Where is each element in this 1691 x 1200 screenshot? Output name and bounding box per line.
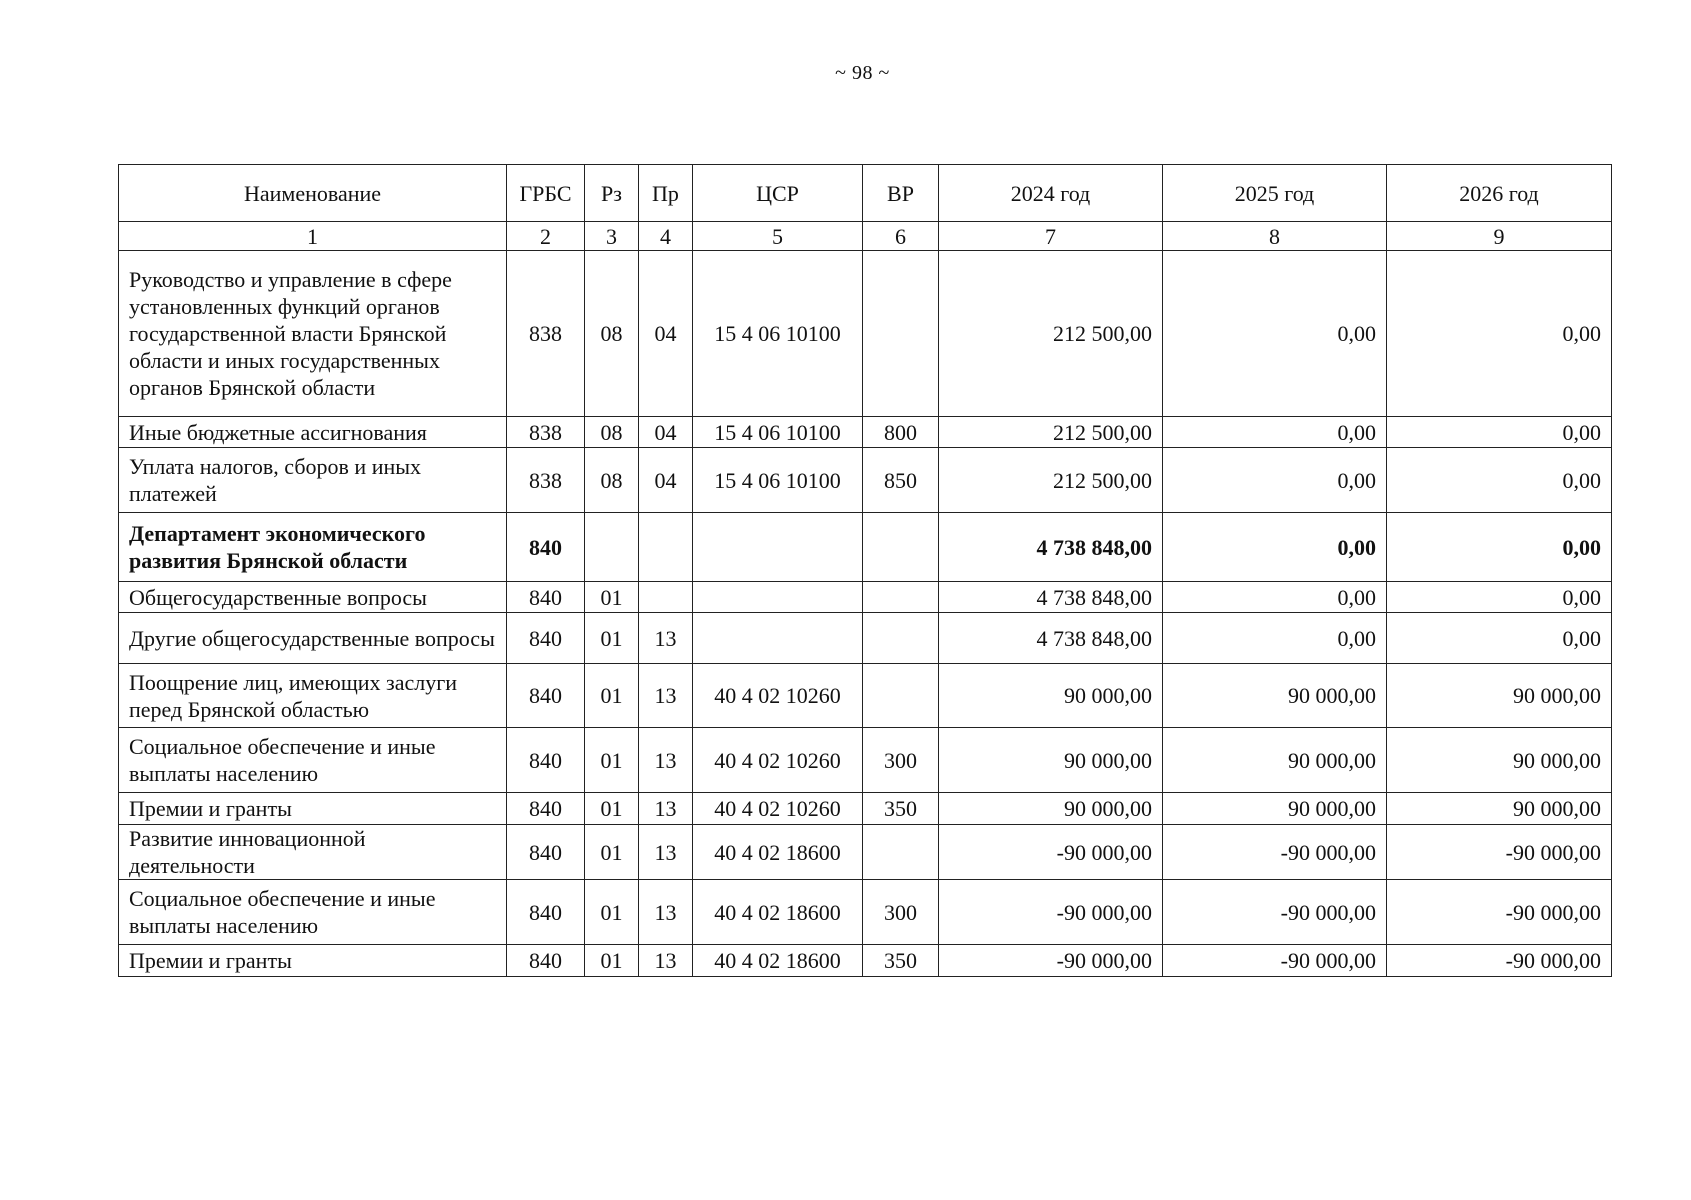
row-2025: 0,00 <box>1163 582 1387 613</box>
row-2026: -90 000,00 <box>1387 945 1612 977</box>
table-row <box>119 251 1612 417</box>
row-2026: 90 000,00 <box>1387 793 1612 825</box>
row-2024: 90 000,00 <box>939 728 1163 793</box>
header-vr: ВР <box>863 165 939 222</box>
row-csr <box>693 513 863 582</box>
row-csr: 15 4 06 10100 <box>693 251 863 417</box>
row-rz: 01 <box>585 664 639 728</box>
column-numbers-row <box>119 222 1612 251</box>
column-number: 4 <box>639 222 693 251</box>
row-pr: 13 <box>639 880 693 945</box>
row-grbs: 840 <box>507 793 585 825</box>
row-vr <box>863 251 939 417</box>
row-grbs: 838 <box>507 251 585 417</box>
row-2025: 0,00 <box>1163 513 1387 582</box>
row-name: Социальное обеспечение и иные выплаты населению <box>119 880 507 945</box>
row-grbs: 840 <box>507 513 585 582</box>
row-name: Премии и гранты <box>119 945 507 977</box>
row-rz: 01 <box>585 728 639 793</box>
row-vr <box>863 513 939 582</box>
column-number: 1 <box>119 222 507 251</box>
row-vr <box>863 825 939 880</box>
row-2024: 4 738 848,00 <box>939 513 1163 582</box>
row-rz: 01 <box>585 825 639 880</box>
table-row <box>119 417 1612 448</box>
row-2024: -90 000,00 <box>939 945 1163 977</box>
row-name: Уплата налогов, сборов и иных платежей <box>119 448 507 513</box>
row-2026: 90 000,00 <box>1387 664 1612 728</box>
row-2025: -90 000,00 <box>1163 825 1387 880</box>
row-2025: 0,00 <box>1163 448 1387 513</box>
row-2026: -90 000,00 <box>1387 825 1612 880</box>
row-2025: 90 000,00 <box>1163 664 1387 728</box>
header-pr: Пр <box>639 165 693 222</box>
header-grbs: ГРБС <box>507 165 585 222</box>
row-2024: -90 000,00 <box>939 880 1163 945</box>
row-2026: 0,00 <box>1387 417 1612 448</box>
header-rz: Рз <box>585 165 639 222</box>
row-rz: 08 <box>585 251 639 417</box>
table-row <box>119 448 1612 513</box>
row-2025: -90 000,00 <box>1163 945 1387 977</box>
row-rz: 01 <box>585 945 639 977</box>
row-2025: -90 000,00 <box>1163 880 1387 945</box>
row-rz <box>585 513 639 582</box>
row-2026: 0,00 <box>1387 251 1612 417</box>
row-vr <box>863 664 939 728</box>
row-grbs: 840 <box>507 945 585 977</box>
row-2025: 0,00 <box>1163 417 1387 448</box>
row-rz: 08 <box>585 448 639 513</box>
row-csr: 40 4 02 10260 <box>693 793 863 825</box>
row-2025: 0,00 <box>1163 613 1387 664</box>
row-vr <box>863 582 939 613</box>
row-pr: 04 <box>639 251 693 417</box>
table-row <box>119 793 1612 825</box>
row-2026: 90 000,00 <box>1387 728 1612 793</box>
row-2024: 212 500,00 <box>939 448 1163 513</box>
row-grbs: 840 <box>507 664 585 728</box>
row-pr <box>639 513 693 582</box>
row-name: Руководство и управление в сфере установленных функций органов государственной власти Брянской области и иных государственных органов Брянской области <box>119 251 507 417</box>
table-row <box>119 664 1612 728</box>
row-2024: 212 500,00 <box>939 417 1163 448</box>
row-csr: 40 4 02 18600 <box>693 825 863 880</box>
row-name: Другие общегосударственные вопросы <box>119 613 507 664</box>
row-grbs: 838 <box>507 448 585 513</box>
header-2026: 2026 год <box>1387 165 1612 222</box>
row-2025: 0,00 <box>1163 251 1387 417</box>
row-pr: 13 <box>639 793 693 825</box>
header-2025: 2025 год <box>1163 165 1387 222</box>
row-pr: 13 <box>639 945 693 977</box>
row-grbs: 840 <box>507 728 585 793</box>
row-csr: 40 4 02 18600 <box>693 880 863 945</box>
row-name: Иные бюджетные ассигнования <box>119 417 507 448</box>
row-name: Премии и гранты <box>119 793 507 825</box>
row-csr: 15 4 06 10100 <box>693 448 863 513</box>
row-grbs: 840 <box>507 582 585 613</box>
row-2026: -90 000,00 <box>1387 880 1612 945</box>
row-2025: 90 000,00 <box>1163 793 1387 825</box>
table-row <box>119 825 1612 880</box>
row-pr: 13 <box>639 664 693 728</box>
row-vr: 300 <box>863 728 939 793</box>
row-2024: 212 500,00 <box>939 251 1163 417</box>
row-grbs: 838 <box>507 417 585 448</box>
column-number: 2 <box>507 222 585 251</box>
row-2026: 0,00 <box>1387 582 1612 613</box>
row-name: Социальное обеспечение и иные выплаты населению <box>119 728 507 793</box>
column-number: 8 <box>1163 222 1387 251</box>
row-2026: 0,00 <box>1387 513 1612 582</box>
table-row <box>119 728 1612 793</box>
row-vr: 300 <box>863 880 939 945</box>
row-csr <box>693 582 863 613</box>
table-row <box>119 613 1612 664</box>
row-rz: 08 <box>585 417 639 448</box>
column-number: 5 <box>693 222 863 251</box>
row-rz: 01 <box>585 880 639 945</box>
column-number: 7 <box>939 222 1163 251</box>
row-vr: 800 <box>863 417 939 448</box>
row-2026: 0,00 <box>1387 448 1612 513</box>
row-vr <box>863 613 939 664</box>
row-csr: 40 4 02 18600 <box>693 945 863 977</box>
header-row <box>119 165 1612 222</box>
row-name: Поощрение лиц, имеющих заслуги перед Брянской областью <box>119 664 507 728</box>
header-2024: 2024 год <box>939 165 1163 222</box>
row-csr: 40 4 02 10260 <box>693 664 863 728</box>
row-pr: 13 <box>639 728 693 793</box>
budget-table <box>118 164 1612 977</box>
table-row <box>119 880 1612 945</box>
column-number: 3 <box>585 222 639 251</box>
row-name: Департамент экономического развития Брянской области <box>119 513 507 582</box>
row-2024: 4 738 848,00 <box>939 582 1163 613</box>
row-rz: 01 <box>585 613 639 664</box>
row-pr <box>639 582 693 613</box>
row-rz: 01 <box>585 582 639 613</box>
header-name: Наименование <box>119 165 507 222</box>
page-number: ~ 98 ~ <box>835 62 890 84</box>
column-number: 9 <box>1387 222 1612 251</box>
row-pr: 04 <box>639 448 693 513</box>
row-name: Развитие инновационной деятельности <box>119 825 507 880</box>
row-rz: 01 <box>585 793 639 825</box>
row-pr: 04 <box>639 417 693 448</box>
row-vr: 850 <box>863 448 939 513</box>
table-row <box>119 582 1612 613</box>
row-2024: 90 000,00 <box>939 793 1163 825</box>
column-number: 6 <box>863 222 939 251</box>
row-2025: 90 000,00 <box>1163 728 1387 793</box>
row-pr: 13 <box>639 825 693 880</box>
row-pr: 13 <box>639 613 693 664</box>
row-name: Общегосударственные вопросы <box>119 582 507 613</box>
row-2026: 0,00 <box>1387 613 1612 664</box>
row-grbs: 840 <box>507 613 585 664</box>
table-row <box>119 945 1612 977</box>
row-2024: -90 000,00 <box>939 825 1163 880</box>
row-csr: 40 4 02 10260 <box>693 728 863 793</box>
row-2024: 90 000,00 <box>939 664 1163 728</box>
row-grbs: 840 <box>507 825 585 880</box>
header-csr: ЦСР <box>693 165 863 222</box>
row-csr: 15 4 06 10100 <box>693 417 863 448</box>
table-row <box>119 513 1612 582</box>
row-csr <box>693 613 863 664</box>
row-2024: 4 738 848,00 <box>939 613 1163 664</box>
row-grbs: 840 <box>507 880 585 945</box>
row-vr: 350 <box>863 793 939 825</box>
row-vr: 350 <box>863 945 939 977</box>
